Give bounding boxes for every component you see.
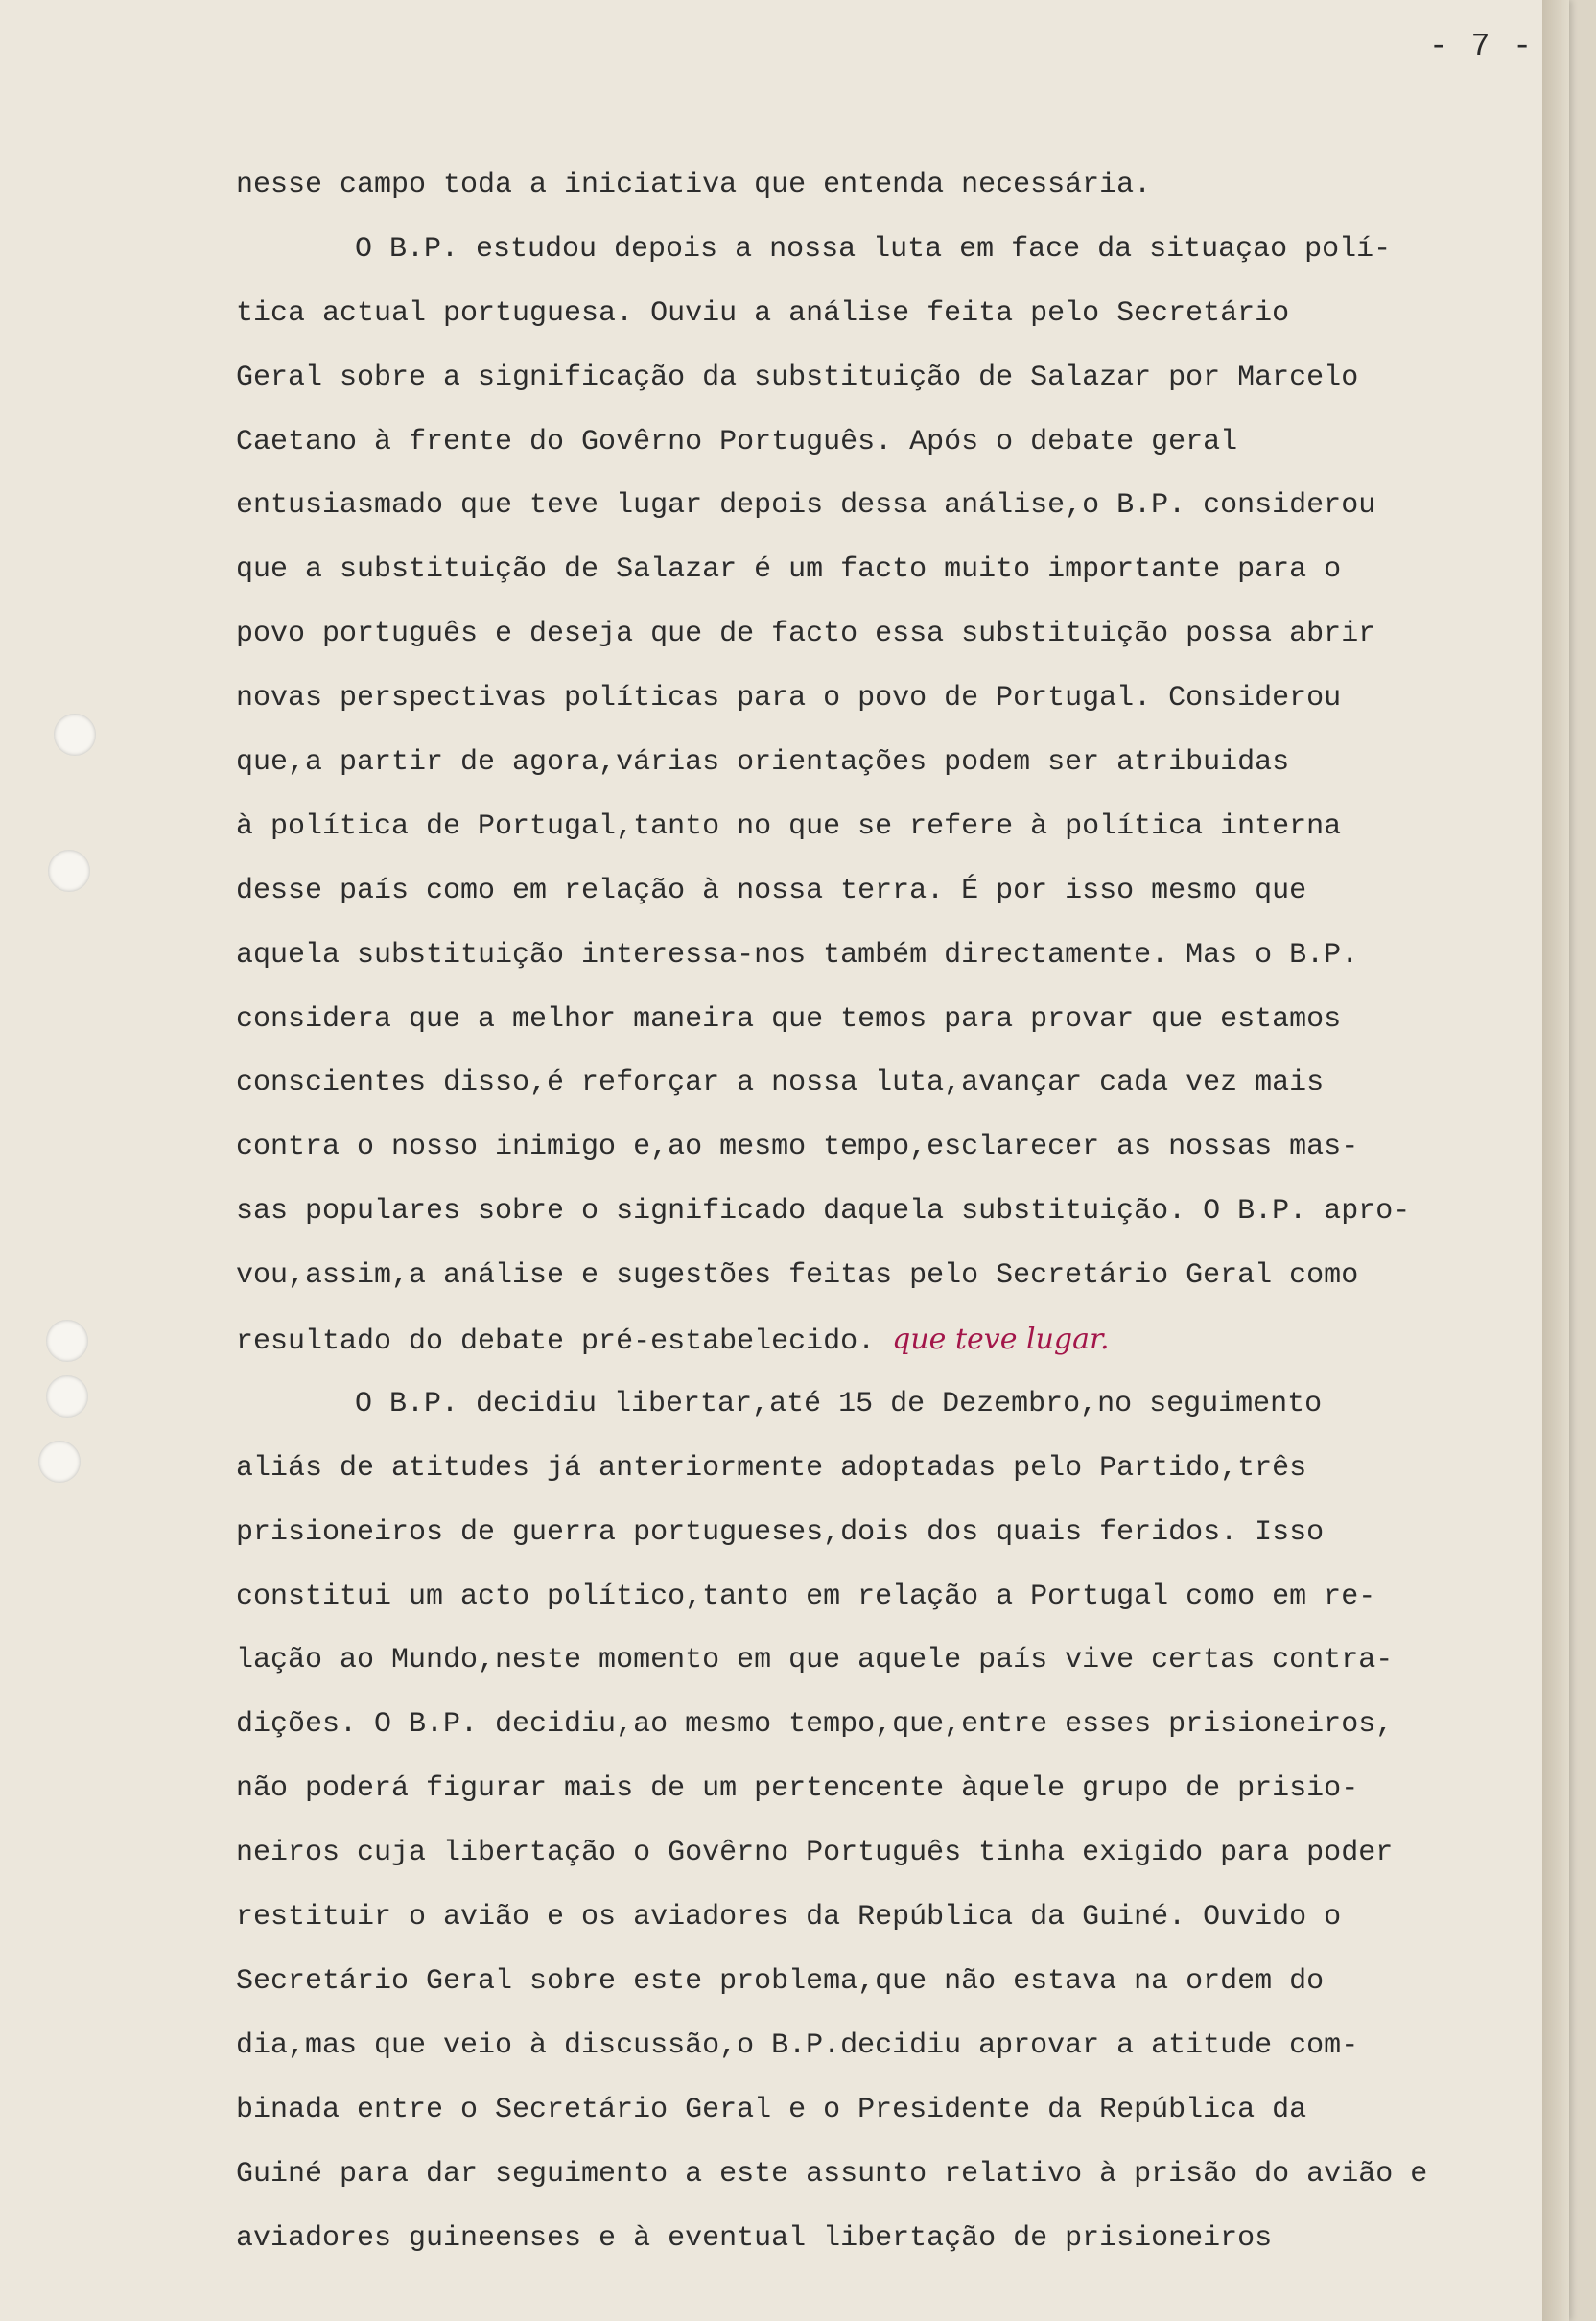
text-line: conscientes disso,é reforçar a nossa luta,avançar cada vez mais [236,1067,1325,1100]
text-line: desse país como em relação à nossa terra. É por isso mesmo que [236,874,1307,907]
typed-body-text [236,153,1521,2270]
handwritten-insertion: que teve lugar. [892,1323,1110,1357]
text-line: aviadores guineenses e à eventual libertação de prisioneiros [236,2221,1273,2255]
text-line: povo português e deseja que de facto essa substituição possa abrir [236,618,1376,651]
text-line: tica actual portuguesa. Ouviu a análise feita pelo Secretário [236,296,1290,330]
page-number: - 7 - [1429,29,1535,64]
text-line: O B.P. estudou depois a nossa luta em face da situaçao polí- [355,232,1392,266]
punch-hole [48,850,90,892]
text-line: à política de Portugal,tanto no que se refere à política interna [236,809,1342,843]
text-line: lação ao Mundo,neste momento em que aquele país vive certas contra- [236,1644,1394,1677]
text-line: aquela substituição interessa-nos também directamente. Mas o B.P. [236,938,1359,972]
text-line: nesse campo toda a iniciativa que entenda necessária. [236,169,1152,201]
text-line: O B.P. decidiu libertar,até 15 de Dezembro,no seguimento [355,1387,1323,1420]
text-line: Geral sobre a significação da substituição de Salazar por Marcelo [236,361,1359,394]
punch-hole [46,1375,88,1418]
text-line [236,1308,1521,1372]
text-line: entusiasmado que teve lugar depois dessa análise,o B.P. considerou [236,489,1376,523]
text-line: aliás de atitudes já anteriormente adoptadas pelo Partido,três [236,1451,1307,1485]
text-line: binada entre o Secretário Geral e o Presidente da República da [236,2093,1307,2126]
text-line: dições. O B.P. decidiu,ao mesmo tempo,que,entre esses prisioneiros, [236,1708,1394,1742]
text-line: dia,mas que veio à discussão,o B.P.decidiu aprovar a atitude com- [236,2028,1359,2062]
text-line: que,a partir de agora,várias orientações podem ser atribuidas [236,746,1290,780]
punch-hole [46,1320,88,1362]
text-line: Secretário Geral sobre este problema,que não estava na ordem do [236,1964,1325,1998]
text-line: considera que a melhor maneira que temos para provar que estamos [236,1002,1342,1036]
text-line: restituir o avião e os aviadores da República da Guiné. Ouvido o [236,1901,1342,1934]
text-line: contra o nosso inimigo e,ao mesmo tempo,esclarecer as nossas mas- [236,1131,1359,1164]
text-line: vou,assim,a análise e sugestões feitas pelo Secretário Geral como [236,1259,1359,1293]
page-edge [1542,0,1569,2321]
punch-hole [38,1441,81,1483]
text-line: não poderá figurar mais de um pertencente àquele grupo de prisio- [236,1772,1359,1806]
text-line: Guiné para dar seguimento a este assunto relativo à prisão do avião e [236,2157,1428,2191]
text-line: prisioneiros de guerra portugueses,dois dos quais feridos. Isso [236,1515,1325,1549]
text-line: constitui um acto político,tanto em relação a Portugal como em re- [236,1580,1376,1613]
text-line: novas perspectivas políticas para o povo de Portugal. Considerou [236,682,1342,715]
text-line-typed: resultado do debate pré-estabelecido. [236,1325,876,1359]
punch-hole [54,714,96,756]
text-line: sas populares sobre o significado daquela substituição. O B.P. apro- [236,1195,1411,1229]
text-line: que a substituição de Salazar é um facto muito importante para o [236,553,1342,587]
text-line: Caetano à frente do Govêrno Português. Após o debate geral [236,425,1238,458]
text-line: neiros cuja libertação o Govêrno Português tinha exigido para poder [236,1837,1394,1870]
